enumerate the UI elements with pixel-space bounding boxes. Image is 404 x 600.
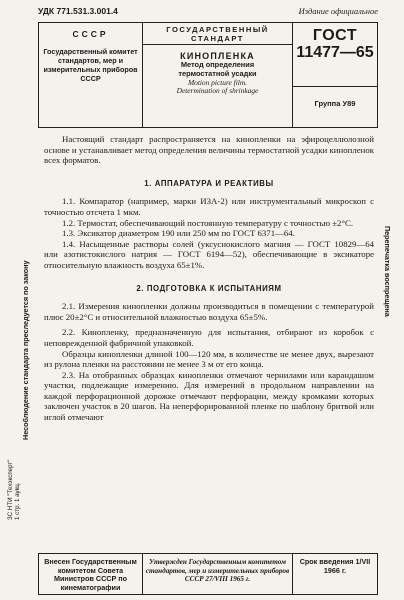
gost-column xyxy=(293,23,377,127)
intro-paragraph: Настоящий стандарт распространяется на кинопленки на эфироцеллюлозной основе и устанавливает метод определения величины термостатной усадки кинопленок всех форматов. xyxy=(44,134,374,166)
effective-date: Срок введения 1/VII 1966 г. xyxy=(299,557,371,575)
paragraph-2-3: 2.3. На отобранных образцах кинопленки отмечают чернилами или карандашом участки, подлежащие измерению. Для измерений в продольном направлении на каждой перфорационной дорожке отмечают перфорации, между кромками которых заключен участок в 20 шагов. На неперфорированной пленке по шаблону бритвой или иглой отмечают xyxy=(44,369,374,423)
subtitle-en-2: Determination of shrinkage xyxy=(176,86,259,96)
subtitle-ru-2: термостатной усадки xyxy=(178,68,257,78)
paragraph-2-1: 2.1. Измерения кинопленки должны производиться в помещении с температурой плюс 20±2°С и относительной влажностью воздуха 65±5%. xyxy=(44,301,374,322)
group-label: Группа У89 xyxy=(314,99,356,108)
issuer-column xyxy=(39,23,143,127)
section-1-title: 1. АППАРАТУРА И РЕАКТИВЫ xyxy=(144,178,274,188)
approved-by: Утвержден Государственным комитетом стандартов, мер и измерительных приборов СССР 27/VIII 1965 г. xyxy=(143,554,293,594)
paragraph-2-2b: Образцы кинопленки длиной 100—120 мм, в количестве не менее двух, вырезают из рулона пленки на расстоянии не менее 3 м от его конца. xyxy=(44,348,374,370)
paragraph-1-2: 1.2. Термостат, обеспечивающий постоянную температуру с точностью ±2°С. xyxy=(62,217,354,228)
standard-line-2: СТАНДАРТ xyxy=(191,34,244,43)
standard-line-1: ГОСУДАРСТВЕННЫЙ xyxy=(166,25,269,34)
right-margin-note: Перепечатка воспрещена xyxy=(383,226,392,317)
paragraph-1-4: 1.4. Насыщенные растворы солей (уксуснокислого магния — ГОСТ 10829—64 или азотистокислого натрия — ГОСТ 6194—52), обеспечивающие в эксикаторе относительную влажность воздуха 65±1%. xyxy=(44,238,374,270)
udk-code: УДК 771.531.3.001.4 xyxy=(38,6,118,16)
standard-band xyxy=(143,23,292,45)
archive-stamp xyxy=(7,460,21,520)
subtitle-ru-1: Метод определения xyxy=(180,60,255,69)
stamp-line-2: 1 стр. 1 аукц. xyxy=(14,482,21,520)
title-block xyxy=(143,45,292,96)
subtitle-en-1: Motion picture film. xyxy=(187,77,248,87)
document-body xyxy=(44,134,374,423)
document-title: КИНОПЛЕНКА xyxy=(180,51,255,61)
footer-box xyxy=(38,553,378,595)
left-margin-note: Несоблюдение стандарта преследуется по закону xyxy=(21,260,30,440)
paragraph-1-3: 1.3. Эксикатор диаметром 190 или 250 мм по ГОСТ 6371—64. xyxy=(62,228,295,239)
paragraph-1-1: 1.1. Компаратор (например, марки ИЗА-2) или инструментальный микроскоп с точностью отсчета 1 мкм. xyxy=(44,196,374,217)
gost-label: ГОСТ xyxy=(312,27,358,44)
title-column xyxy=(143,23,293,127)
country-label: СССР xyxy=(72,29,109,39)
paragraph-2-2a: 2.2. Кинопленку, предназначенную для испытания, отбирают из коробок с неповрежденной фабричной упаковкой. xyxy=(44,327,374,348)
committee-label: Государственный комитет стандартов, мер и измерительных приборов СССР xyxy=(43,47,138,83)
section-2-title: 2. ПОДГОТОВКА К ИСПЫТАНИЯМ xyxy=(136,283,282,293)
gost-number: 11477—65 xyxy=(296,44,374,61)
stamp-line-1: ЗС НТИ "Техэксперт" xyxy=(7,459,14,520)
introduced-by: Внесен Государственным комитетом Совета Министров СССР по кинематографии xyxy=(39,554,143,594)
gost-number-box xyxy=(293,23,377,87)
header-box xyxy=(38,22,378,128)
edition-note: Издание официальное xyxy=(298,6,378,16)
top-line xyxy=(38,6,378,20)
